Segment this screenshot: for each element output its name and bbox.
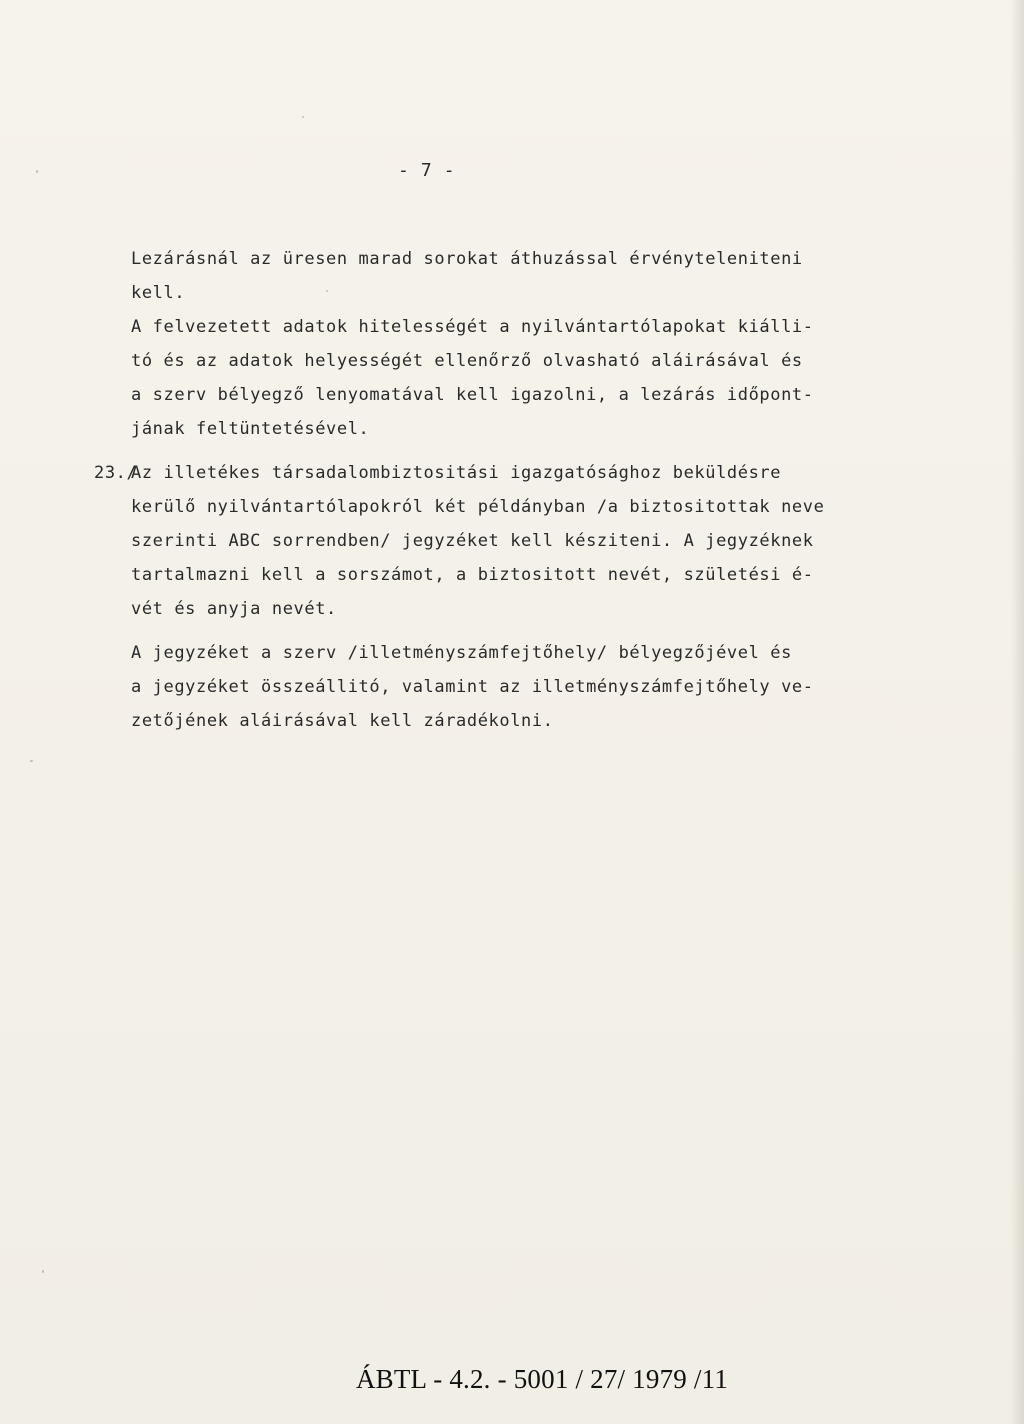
paragraph-item-23 <box>131 456 824 626</box>
text-line: tó és az adatok helyességét ellenőrző olvasható aláirásával és <box>131 351 803 371</box>
scan-speck <box>42 1270 44 1273</box>
scan-speck <box>30 760 33 762</box>
scan-speck <box>36 170 38 173</box>
paragraph-closing <box>131 242 814 446</box>
text-line: jának feltüntetésével. <box>131 419 370 439</box>
archive-reference: ÁBTL - 4.2. - 5001 / 27/ 1979 /11 <box>355 1364 729 1394</box>
text-line: vét és anyja nevét. <box>131 599 337 619</box>
scan-speck <box>302 116 304 118</box>
scan-edge-shadow <box>1010 0 1024 1424</box>
text-line: A jegyzéket a szerv /illetményszámfejtőhely/ bélyegzőjével és <box>131 643 792 663</box>
text-line: A felvezetett adatok hitelességét a nyilvántartólapokat kiálli- <box>131 317 814 337</box>
text-line: Lezárásnál az üresen marad sorokat áthuzással érvényteleniteni <box>131 249 803 269</box>
item-number: 23./ <box>94 463 138 483</box>
paragraph-list-certification <box>131 636 814 738</box>
text-line: kerülő nyilvántartólapokról két példányban /a biztositottak neve <box>131 497 825 517</box>
text-line: kell. <box>131 283 186 303</box>
page-number: - 7 - <box>398 160 456 181</box>
text-line: Az illetékes társadalombiztositási igazgatósághoz beküldésre <box>131 463 782 483</box>
text-line: szerinti ABC sorrendben/ jegyzéket kell késziteni. A jegyzéknek <box>131 531 814 551</box>
text-line: a szerv bélyegző lenyomatával kell igazolni, a lezárás időpont- <box>131 385 814 405</box>
text-line: zetőjének aláirásával kell záradékolni. <box>131 711 554 731</box>
text-line: a jegyzéket összeállitó, valamint az illetményszámfejtőhely ve- <box>131 677 814 697</box>
text-line: tartalmazni kell a sorszámot, a biztositott nevét, születési é- <box>131 565 814 585</box>
